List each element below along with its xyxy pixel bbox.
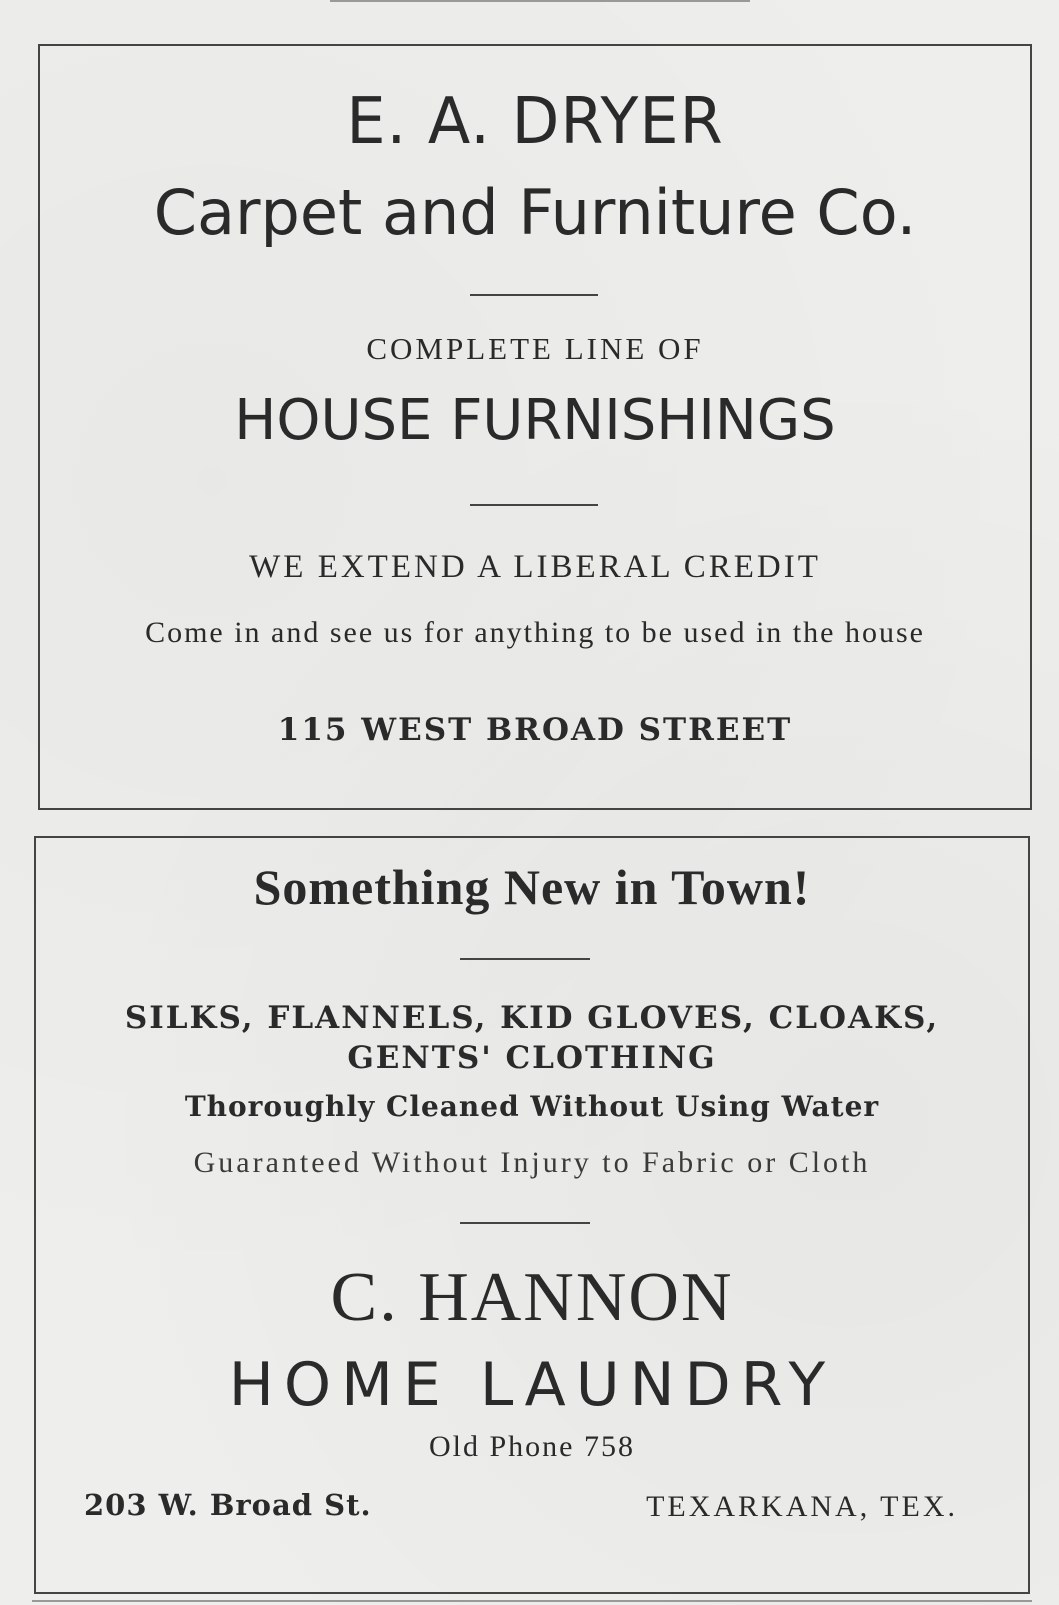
ad1-complete-line: COMPLETE LINE OF — [366, 331, 704, 366]
ad1-business-name: E. A. DRYER — [346, 82, 724, 159]
hannon-advertisement — [34, 836, 1030, 1594]
dryer-advertisement — [38, 44, 1032, 810]
ad2-proprietor: C. HANNON — [330, 1259, 734, 1336]
ad2-items — [36, 998, 1028, 1078]
ad2-cleaned: Thoroughly Cleaned Without Using Water — [184, 1090, 880, 1123]
ad2-guarantee: Guaranteed Without Injury to Fabric or Cloth — [193, 1146, 871, 1179]
ad1-divider-1 — [470, 294, 598, 296]
ad2-phone: Old Phone 758 — [429, 1430, 635, 1463]
ad2-business-name: HOME LAUNDRY — [228, 1350, 836, 1420]
ad2-city: TEXARKANA, TEX. — [646, 1490, 958, 1523]
ad1-invitation: Come in and see us for anything to be used in the house — [145, 616, 925, 649]
ad1-divider-2 — [470, 504, 598, 506]
ad2-divider-1 — [460, 958, 590, 960]
top-divider — [330, 0, 750, 2]
ad2-address: 203 W. Broad St. — [84, 1488, 372, 1522]
ad2-items-text: SILKS, FLANNELS, KID GLOVES, CLOAKS, GENTS' CLOTHING — [124, 1000, 940, 1076]
ad1-company-name: Carpet and Furniture Co. — [153, 176, 917, 249]
ad2-headline: Something New in Town! — [253, 859, 811, 915]
bottom-divider — [32, 1600, 1032, 1602]
ad2-divider-2 — [460, 1222, 590, 1224]
ad1-credit-line: WE EXTEND A LIBERAL CREDIT — [249, 549, 821, 585]
ad1-address: 115 WEST BROAD STREET — [277, 712, 793, 748]
ad1-house-furnishings: HOUSE FURNISHINGS — [234, 388, 836, 453]
